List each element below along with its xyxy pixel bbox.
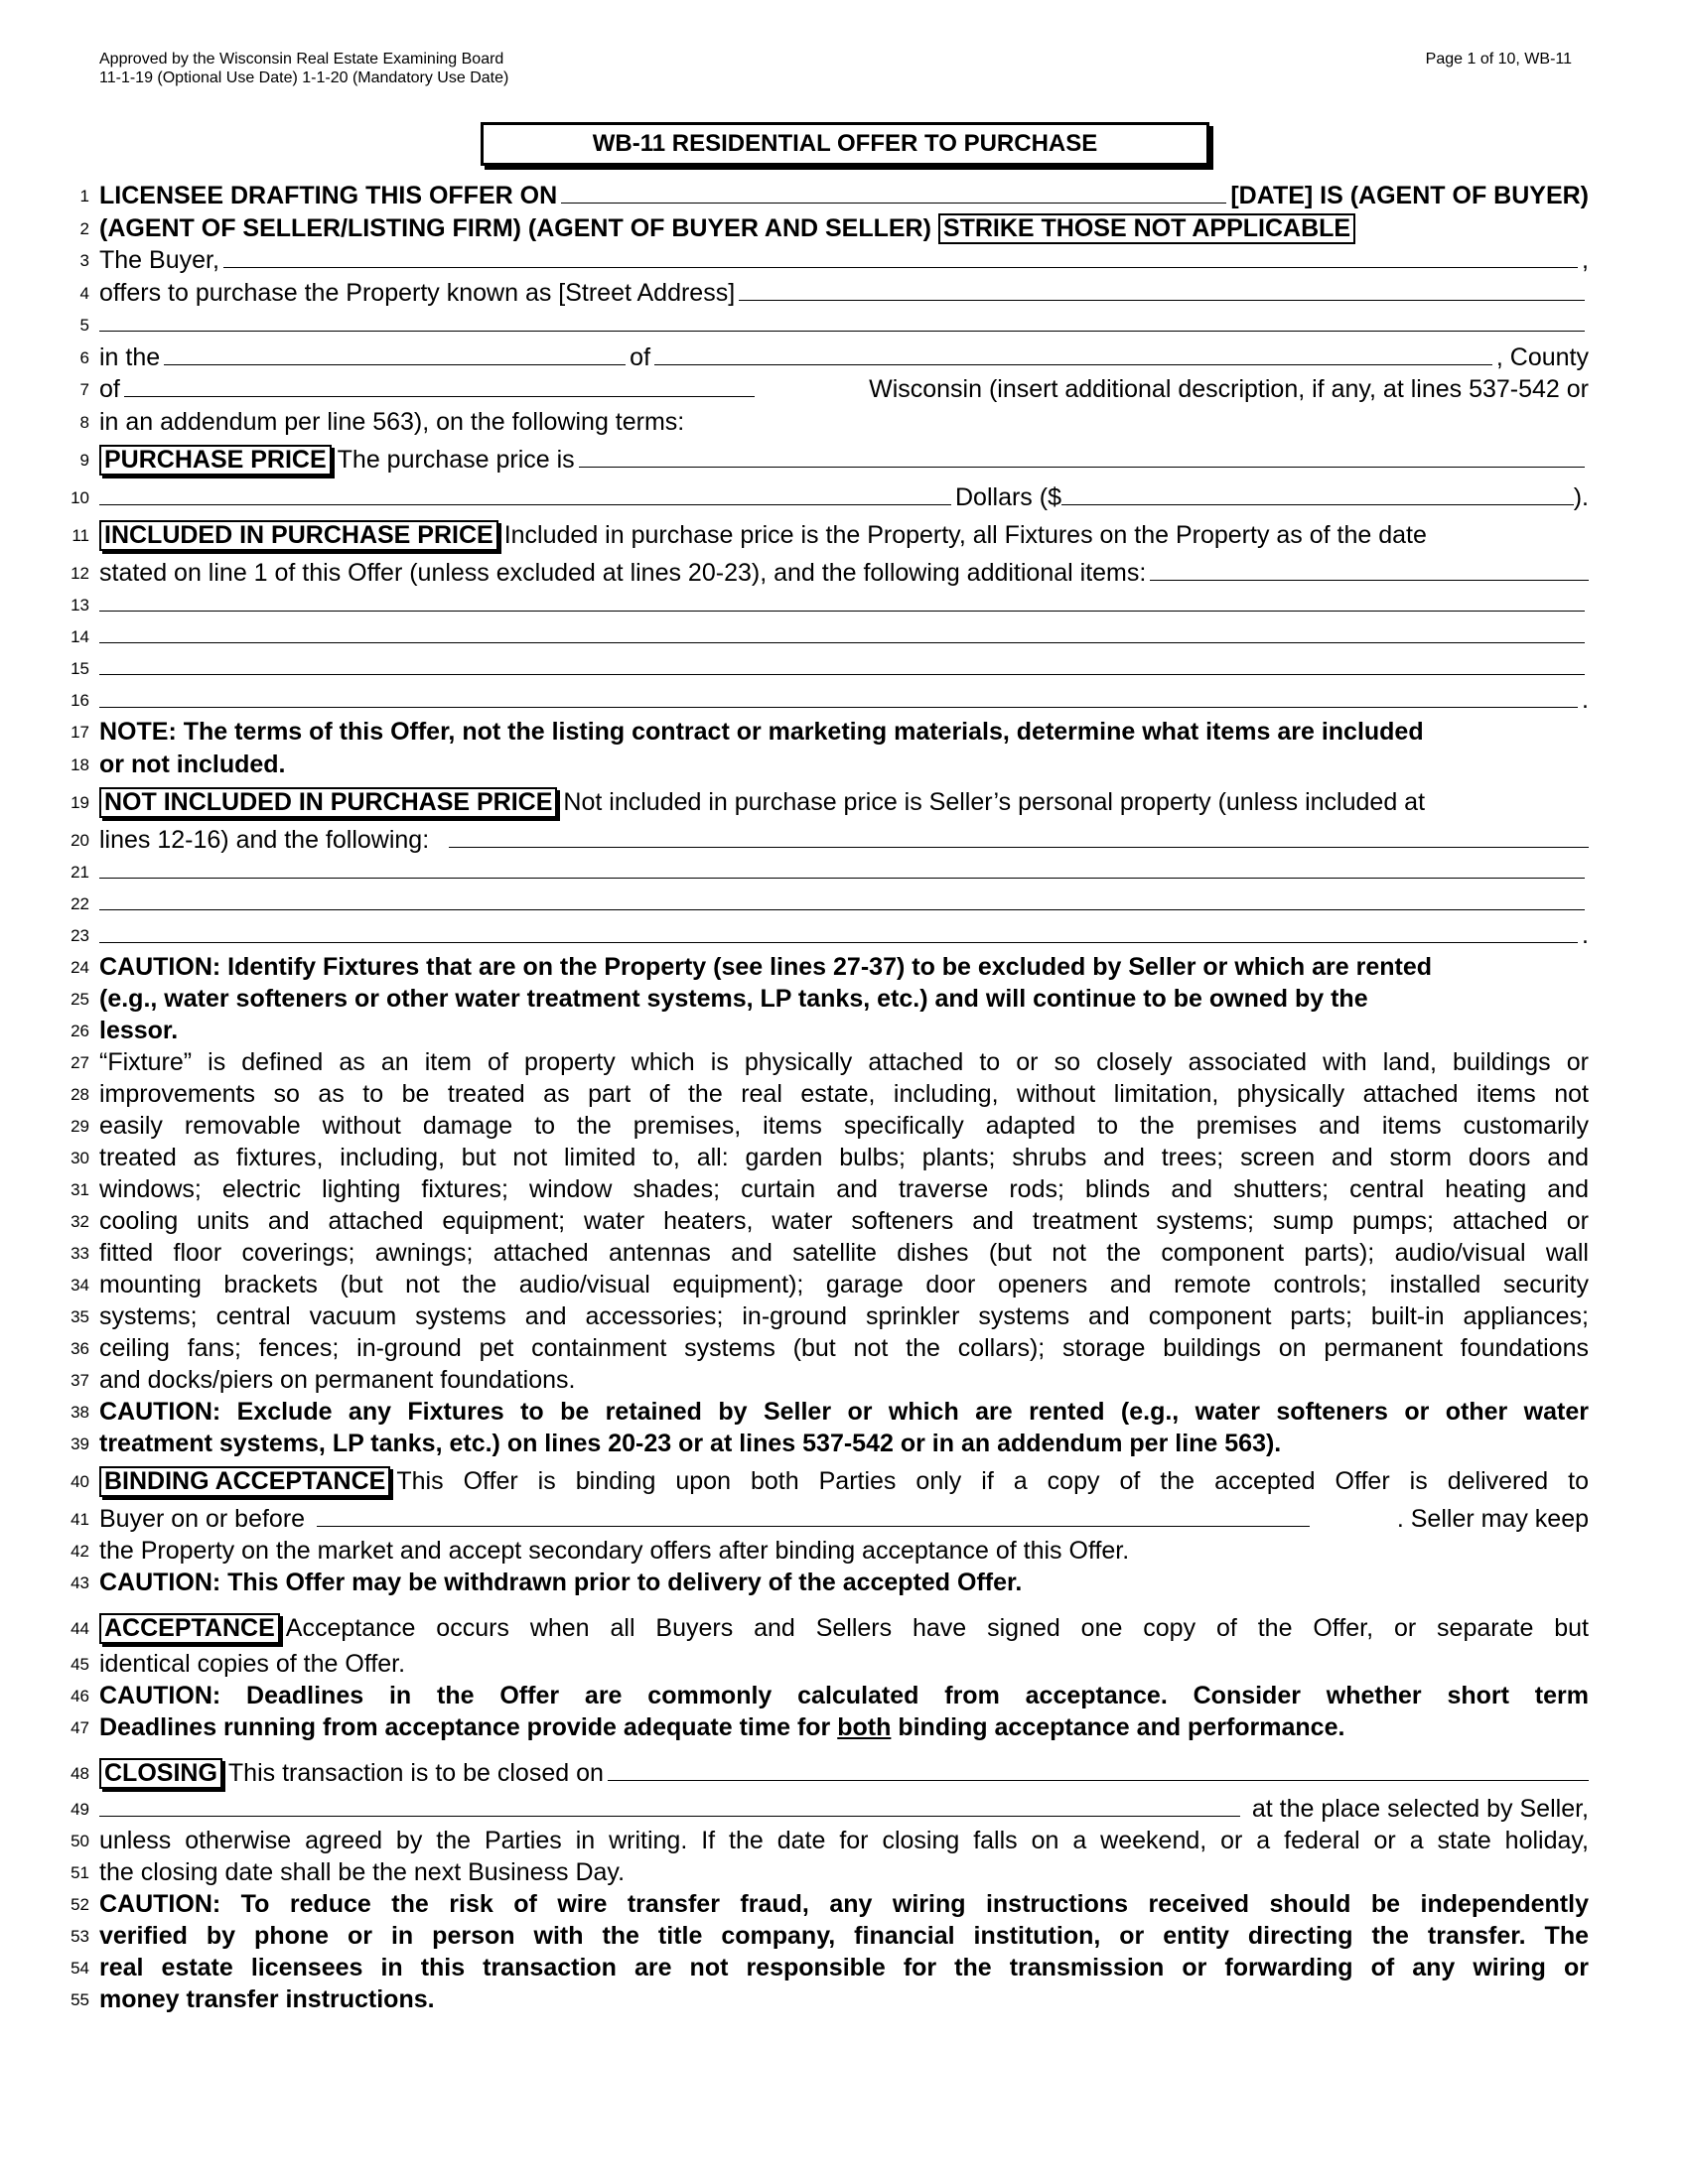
line-number: 47 [70,1718,89,1737]
form-line-26 [60,1015,1589,1046]
purchase-price-words-field-2[interactable] [99,482,951,505]
form-line-17 [60,716,1589,748]
form-line-27 [60,1046,1589,1078]
fixture-definition-text: and docks/piers on permanent foundations. [99,1366,576,1394]
form-line-43 [60,1567,1589,1598]
form-line-33 [60,1237,1589,1269]
closing-terms-text-2: the closing date shall be the next Business Day. [99,1858,626,1886]
fixture-definition-text: mounting brackets (but not the audio/visual equipment); garage door openers and remote controls; installed security [99,1271,1589,1298]
line-number: 20 [70,831,89,850]
line-number: 42 [70,1542,89,1561]
line-number: 22 [70,894,89,913]
form-line-37 [60,1364,1589,1396]
form-line-4 [60,277,1589,309]
not-included-heading: NOT INCLUDED IN PURCHASE PRICE [99,787,557,818]
form-line-48 [60,1757,1589,1789]
form-line-28 [60,1078,1589,1110]
line-number: 50 [70,1832,89,1850]
in-the-label: in the [99,343,161,371]
licensee-drafting-label: LICENSEE DRAFTING THIS OFFER ON [99,182,558,209]
not-included-text: Not included in purchase price is Seller’s personal property (unless included at [563,788,1426,816]
form-line-13 [60,589,1589,620]
line-number: 9 [79,451,89,470]
period: . [1582,921,1589,949]
line-number: 1 [79,187,89,205]
acceptance-text-2: identical copies of the Offer. [99,1650,406,1678]
line-number: 33 [70,1244,89,1263]
line-number: 2 [79,219,89,238]
line-number: 34 [70,1276,89,1295]
line-number: 37 [70,1371,89,1390]
caution-wire-fraud-text: money transfer instructions. [99,1985,435,2013]
caution-fixtures-text: CAUTION: Identify Fixtures that are on the Property (see lines 27-37) to be excluded by Seller or which are rented [99,953,1433,981]
line-number: 43 [70,1573,89,1592]
binding-acceptance-heading: BINDING ACCEPTANCE [99,1466,390,1497]
form-line-21 [60,856,1589,887]
caution-fixtures-text-3: lessor. [99,1017,179,1044]
form-line-42 [60,1535,1589,1567]
closing-date-field[interactable] [608,1758,1589,1781]
form-line-32 [60,1205,1589,1237]
acceptance-text: Acceptance occurs when all Buyers and Sellers have signed one copy of the Offer, or separate but [285,1614,1589,1642]
closing-date-field-2[interactable] [99,1794,1240,1817]
form-line-7 [60,373,1589,405]
fixture-definition-text: fitted floor coverings; awnings; attached antennas and satellite dishes (but not the component parts); audio/visual wall [99,1239,1589,1267]
form-line-38 [60,1396,1589,1428]
wisconsin-description-text: Wisconsin (insert additional description, if any, at lines 537-542 or [869,375,1589,403]
fixture-definition-text: easily removable without damage to the premises, items specifically adapted to the premises and items customarily [99,1112,1589,1140]
form-line-44 [60,1612,1589,1644]
line-number: 13 [70,596,89,614]
form-line-12 [60,557,1589,589]
line-number: 26 [70,1022,89,1040]
form-line-52 [60,1888,1589,1920]
line-number: 54 [70,1959,89,1978]
line-number: 31 [70,1180,89,1199]
buyer-name-field[interactable] [223,245,1578,268]
included-items-field-13[interactable] [99,589,1585,612]
line-number: 41 [70,1510,89,1529]
purchase-price-heading: PURCHASE PRICE [99,445,332,476]
buyer-label: The Buyer, [99,246,219,274]
line-number: 38 [70,1403,89,1422]
purchase-price-words-field[interactable] [579,445,1585,468]
form-line-49 [60,1793,1589,1825]
form-approval-header [99,50,508,87]
form-line-50 [60,1825,1589,1856]
form-line-24 [60,951,1589,983]
buyer-on-or-before-label: Buyer on or before [99,1505,306,1533]
form-line-36 [60,1332,1589,1364]
line-number: 46 [70,1687,89,1706]
caution-deadlines-text-3: binding acceptance and performance. [898,1713,1345,1741]
line-number: 21 [70,863,89,882]
fixture-definition-text: improvements so as to be treated as part of the real estate, including, without limitation, physically attached items not [99,1080,1589,1108]
excluded-items-field-22[interactable] [99,887,1585,910]
caution-fixtures-text-2: (e.g., water softeners or other water treatment systems, LP tanks, etc.) and will continue to be owned by the [99,985,1368,1013]
caution-wire-fraud-text: real estate licensees in this transaction are not responsible for the transmission or forwarding of any wiring or [99,1954,1589,1981]
line-number: 51 [70,1863,89,1882]
line-number: 36 [70,1339,89,1358]
line-number: 32 [70,1212,89,1231]
secondary-offers-text: the Property on the market and accept secondary offers after binding acceptance of this Offer. [99,1537,1130,1565]
excluded-items-field[interactable] [449,825,1589,848]
not-included-text-2: lines 12-16) and the following: [99,826,430,854]
use-dates-text: 11-1-19 (Optional Use Date) 1-1-20 (Mandatory Use Date) [99,69,509,86]
form-line-25 [60,983,1589,1015]
street-address-field-2[interactable] [99,309,1585,332]
agent-of-buyer-text: [DATE] IS (AGENT OF BUYER) [1230,182,1589,209]
agent-options-text: (AGENT OF SELLER/LISTING FIRM) (AGENT OF BUYER AND SELLER) [99,214,931,242]
form-line-30 [60,1142,1589,1173]
binding-acceptance-date-field[interactable] [317,1504,1310,1527]
form-line-45 [60,1648,1589,1680]
line-number: 25 [70,990,89,1009]
close-paren: ). [1573,483,1589,511]
line-number: 11 [71,526,89,545]
form-line-29 [60,1110,1589,1142]
form-line-41 [60,1503,1589,1535]
included-text-2: stated on line 1 of this Offer (unless excluded at lines 20-23), and the following additional items: [99,559,1147,587]
caution-exclude-text: CAUTION: Exclude any Fixtures to be retained by Seller or which are rented (e.g., water softeners or other water [99,1398,1589,1426]
county-name-field[interactable] [124,374,755,397]
included-items-field-16[interactable] [99,685,1578,708]
line-number: 49 [70,1800,89,1819]
form-line-5 [60,309,1589,341]
line-number: 48 [70,1764,89,1783]
both-emphasis: both [837,1713,892,1741]
form-line-14 [60,620,1589,652]
caution-withdrawn-text: CAUTION: This Offer may be withdrawn prior to delivery of the accepted Offer. [99,1569,1023,1596]
acceptance-heading: ACCEPTANCE [99,1613,280,1644]
form-line-9 [60,444,1589,476]
form-line-3 [60,244,1589,276]
form-line-15 [60,652,1589,684]
line-number: 4 [79,284,89,303]
included-items-field-14[interactable] [99,620,1585,643]
dollars-label: Dollars ($ [955,483,1061,511]
fixture-definition-text: “Fixture” is defined as an item of property which is physically attached to or so closely associated with land, buildings or [99,1048,1589,1076]
line-number: 8 [79,413,89,432]
of-label: of [99,375,120,403]
street-address-label: offers to purchase the Property known as [Street Address] [99,279,736,307]
fixture-definition-text: treated as fixtures, including, but not limited to, all: garden bulbs; plants; shrubs and trees; screen and storm doors and [99,1144,1589,1171]
line-number: 44 [70,1619,89,1638]
line-number: 3 [79,251,89,270]
purchase-price-amount-field[interactable] [1061,482,1574,505]
line-number: 5 [79,316,89,335]
form-line-35 [60,1300,1589,1332]
closing-terms-text: unless otherwise agreed by the Parties in writing. If the date for closing falls on a weekend, or a federal or a state holiday, [99,1827,1589,1854]
line-number: 17 [70,723,89,742]
form-line-1 [60,180,1589,211]
caution-wire-fraud-text: CAUTION: To reduce the risk of wire transfer fraud, any wiring instructions received should be independently [99,1890,1589,1918]
comma: , [1582,246,1589,274]
included-text: Included in purchase price is the Property, all Fixtures on the Property as of the date [503,521,1427,549]
form-title: WB-11 RESIDENTIAL OFFER TO PURCHASE [481,122,1209,166]
form-line-16 [60,684,1589,716]
form-line-40 [60,1465,1589,1497]
line-number: 39 [70,1434,89,1453]
form-line-39 [60,1428,1589,1459]
offer-date-field[interactable] [561,181,1226,204]
line-number: 12 [70,564,89,583]
binding-acceptance-text: This Offer is binding upon both Parties only if a copy of the accepted Offer is delivered to [396,1467,1589,1495]
line-number: 53 [70,1927,89,1946]
line-number: 24 [70,958,89,977]
form-line-23 [60,919,1589,951]
period: . [1582,686,1589,714]
closing-heading: CLOSING [99,1758,222,1789]
county-label: , County [1495,343,1589,371]
of-label: of [630,343,651,371]
street-address-field[interactable] [739,278,1585,301]
form-line-11 [60,519,1589,551]
form-line-18 [60,749,1589,780]
form-line-55 [60,1983,1589,2015]
line-number: 28 [70,1085,89,1104]
terms-text: in an addendum per line 563), on the following terms: [99,408,685,436]
caution-wire-fraud-text: verified by phone or in person with the title company, financial institution, or entity directing the transfer. The [99,1922,1589,1950]
form-line-47 [60,1711,1589,1743]
line-number: 18 [70,755,89,774]
fixture-definition-text: cooling units and attached equipment; water heaters, water softeners and treatment systems; sump pumps; attached or [99,1207,1589,1235]
line-number: 15 [70,659,89,678]
line-number: 55 [70,1990,89,2009]
line-number: 40 [70,1472,89,1491]
form-line-54 [60,1952,1589,1983]
form-line-22 [60,887,1589,919]
line-number: 14 [70,627,89,646]
line-number: 35 [70,1307,89,1326]
line-number: 30 [70,1149,89,1167]
line-number: 19 [70,793,89,812]
form-line-19 [60,786,1589,818]
fixture-definition-text: windows; electric lighting fixtures; window shades; curtain and traverse rods; blinds and shutters; central heating and [99,1175,1589,1203]
caution-exclude-text-2: treatment systems, LP tanks, etc.) on lines 20-23 or at lines 537-542 or in an addendum per line 563). [99,1430,1282,1457]
form-line-46 [60,1680,1589,1711]
included-items-field[interactable] [1150,558,1589,581]
line-number: 16 [70,691,89,710]
line-number: 29 [70,1117,89,1136]
fixture-definition-text: ceiling fans; fences; in-ground pet containment systems (but not the collars); storage buildings on permanent foundations [99,1334,1589,1362]
included-items-field-15[interactable] [99,652,1585,675]
form-line-6 [60,341,1589,373]
form-line-51 [60,1856,1589,1888]
place-selected-text: at the place selected by Seller, [1251,1795,1589,1823]
form-line-31 [60,1173,1589,1205]
municipality-name-field[interactable] [654,342,1492,365]
note-text: NOTE: The terms of this Offer, not the listing contract or marketing materials, determine what items are included [99,718,1424,746]
excluded-items-field-23[interactable] [99,920,1578,943]
purchase-price-label: The purchase price is [337,446,575,474]
line-number: 10 [70,488,89,507]
page-number: Page 1 of 10, WB-11 [1425,51,1572,68]
form-line-2 [60,212,1589,244]
municipality-type-field[interactable] [164,342,626,365]
seller-may-keep-text: . Seller may keep [1396,1505,1589,1533]
included-in-purchase-price-heading: INCLUDED IN PURCHASE PRICE [99,520,498,551]
line-number: 45 [70,1655,89,1674]
note-text-2: or not included. [99,751,286,778]
approval-text: Approved by the Wisconsin Real Estate Examining Board [99,51,504,68]
line-number: 7 [79,380,89,399]
form-line-53 [60,1920,1589,1952]
strike-not-applicable-box: STRIKE THOSE NOT APPLICABLE [938,213,1355,244]
line-number: 6 [79,348,89,367]
form-line-10 [60,481,1589,513]
caution-deadlines-text-2: Deadlines running from acceptance provide adequate time for [99,1713,831,1741]
line-number: 52 [70,1895,89,1914]
fixture-definition-text: systems; central vacuum systems and accessories; in-ground sprinkler systems and component parts; built-in appliances; [99,1302,1589,1330]
excluded-items-field-21[interactable] [99,856,1585,879]
form-line-34 [60,1269,1589,1300]
form-line-8 [60,406,1589,438]
caution-deadlines-text: CAUTION: Deadlines in the Offer are commonly calculated from acceptance. Consider whether short term [99,1682,1589,1709]
closing-label: This transaction is to be closed on [227,1759,604,1787]
form-line-20 [60,824,1589,856]
line-number: 23 [70,926,89,945]
line-number: 27 [70,1053,89,1072]
